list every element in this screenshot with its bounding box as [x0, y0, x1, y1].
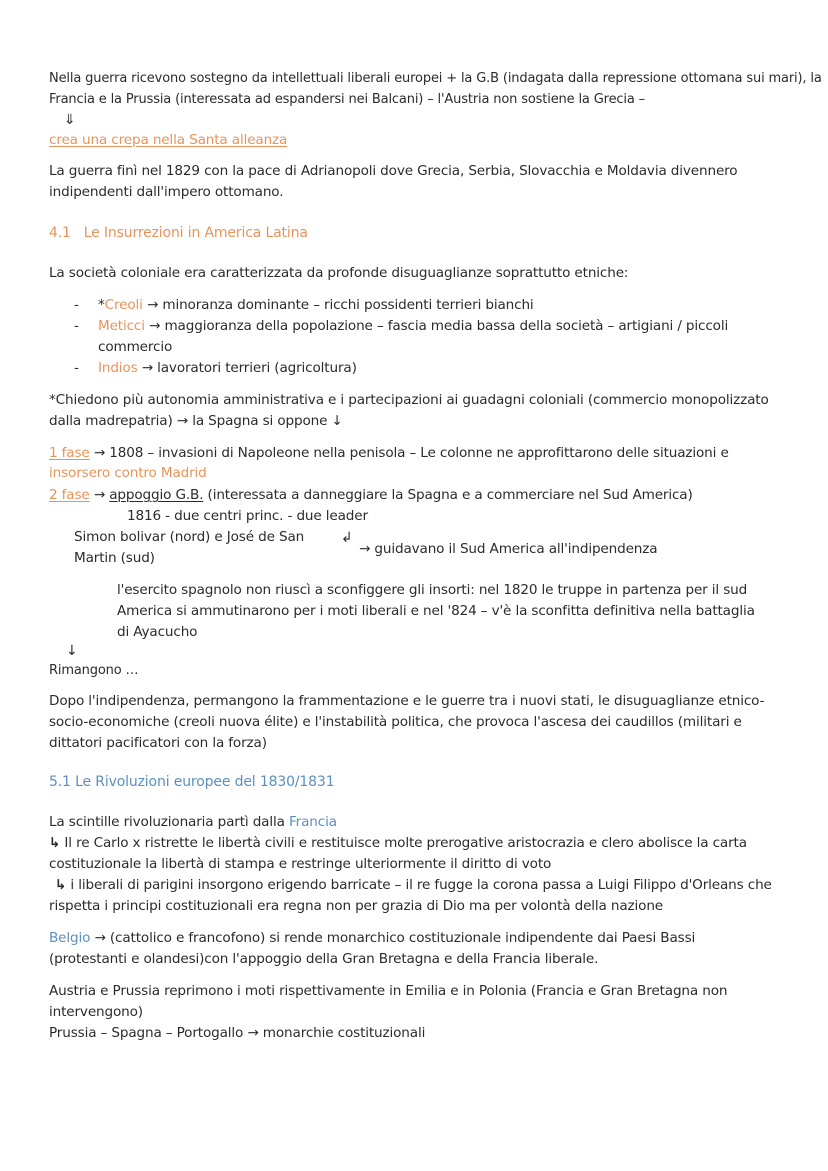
leaders-line-1: Simon bolivar (nord) e José de San [74, 529, 305, 545]
list-item-creoli: *Creoli → minoranza dominante – ricchi possidenti terrieri bianchi [98, 297, 534, 313]
bullet-arrow-icon: ↳ [49, 835, 61, 851]
phase-2-label: 2 fase [49, 487, 90, 503]
phase-2-centers: 1816 - due centri princ. - due leader [127, 508, 368, 524]
list-item-indios: Indios → lavoratori terrieri (agricoltura) [98, 360, 357, 376]
independence-guided: → guidavano il Sud America all'indipendenza [359, 541, 658, 557]
down-arrow: ↓ [66, 643, 78, 659]
section-number: 4.1 [49, 225, 71, 241]
army-line-1: l'esercito spagnolo non riuscì a sconfiggere gli insorti: nel 1820 le truppe in partenza per il sud [117, 582, 748, 598]
santa-alleanza-crack: crea una crepa nella Santa alleanza [49, 132, 288, 148]
term-creoli: Creoli [104, 297, 143, 313]
france-bullet-2-cont: rispetta i principi costituzionali era regna non per grazia di Dio ma per volontà della nazione [49, 898, 664, 914]
return-arrow-icon: ↲ [341, 530, 353, 546]
list-item-meticci-cont: commercio [98, 339, 173, 355]
remain-text: Rimangono … [49, 663, 139, 678]
phase-1: 1 fase → 1808 – invasioni di Napoleone nella penisola – Le colonne ne approfittarono delle situazioni e [49, 445, 729, 461]
demands-line-1: *Chiedono più autonomia amministrativa e i partecipazioni ai guadagni coloniali (commercio monopolizzato [49, 392, 769, 408]
bullet-arrow-icon: ↳ [55, 877, 67, 893]
intro-line-2: Francia e la Prussia (interessata ad espandersi nei Balcani) – l'Austria non sostiene la Grecia – [49, 92, 646, 107]
list-dash: - [74, 360, 79, 376]
army-line-2: America si ammutinarono per i moti liberali e nel '824 – v'è la sconfitta definitiva nella battaglia [117, 603, 755, 619]
leaders-line-2: Martin (sud) [74, 550, 155, 566]
phase-2: 2 fase → appoggio G.B. (interessata a danneggiare la Spagna e a commerciare nel Sud America) [49, 487, 693, 503]
after-line-3: dittatori pacificatori con la forza) [49, 735, 267, 751]
list-item-meticci: Meticci → maggioranza della popolazione – fascia media bassa della società – artigiani / piccoli [98, 318, 729, 334]
intro-line-1: Nella guerra ricevono sostegno da intellettuali liberali europei + la G.B (indagata dalla repressione ottomana sui mari), la [49, 71, 822, 86]
france-bullet-1-cont: costituzionale la libertà di stampa e restringe ulteriormente il diritto di voto [49, 856, 552, 872]
term-meticci: Meticci [98, 318, 145, 334]
term-indios: Indios [98, 360, 138, 376]
belgium-line-1: Belgio → (cattolico e francofono) si rende monarchico costituzionale indipendente dai Paesi Bassi [49, 930, 696, 946]
france-intro: La scintille rivoluzionaria partì dalla Francia [49, 814, 337, 830]
austria-line-2: intervengono) [49, 1004, 143, 1020]
austria-line-3: Prussia – Spagna – Portogallo → monarchie costituzionali [49, 1025, 426, 1041]
section-title: Le Insurrezioni in America Latina [83, 225, 308, 241]
peace-line-2: indipendenti dall'impero ottomano. [49, 184, 284, 200]
france-name: Francia [288, 814, 337, 830]
society-intro: La società coloniale era caratterizzata da profonde disuguaglianze soprattutto etniche: [49, 265, 629, 281]
belgium-name: Belgio [49, 930, 91, 946]
phase-1-cont: insorsero contro Madrid [49, 465, 207, 481]
france-bullet-1: ↳ Il re Carlo x ristrette le libertà civili e restituisce molte prerogative aristocrazia e clero abolisce la carta [49, 835, 747, 851]
after-line-2: socio-economiche (creoli nuova élite) e l'instabilità politica, che provoca l'ascesa dei caudillos (militari e [49, 714, 742, 730]
phase-1-label: 1 fase [49, 445, 90, 461]
france-bullet-2: ↳ i liberali di parigini insorgono erigendo barricate – il re fugge la corona passa a Luigi Filippo d'Orleans che [55, 877, 772, 893]
list-dash: - [74, 318, 79, 334]
list-dash: - [74, 297, 79, 313]
belgium-line-2: (protestanti e olandesi)con l'appoggio della Gran Bretagna e della Francia liberale. [49, 951, 599, 967]
section-4-1-heading [49, 223, 308, 244]
peace-line-1: La guerra finì nel 1829 con la pace di Adrianopoli dove Grecia, Serbia, Slovacchia e Moldavia divennero [49, 163, 738, 179]
demands-line-2: dalla madrepatria) → la Spagna si oppone ↓ [49, 413, 343, 429]
after-line-1: Dopo l'indipendenza, permangono la frammentazione e le guerre tra i nuovi stati, le disuguaglianze etnico- [49, 693, 765, 709]
austria-line-1: Austria e Prussia reprimono i moti rispettivamente in Emilia e in Polonia (Francia e Gran Bretagna non [49, 983, 728, 999]
double-down-arrow: ⇓ [64, 112, 76, 128]
section-5-1-heading: 5.1 Le Rivoluzioni europee del 1830/1831 [49, 774, 335, 790]
gb-support: appoggio G.B. [109, 487, 204, 503]
army-line-3: di Ayacucho [117, 624, 198, 640]
